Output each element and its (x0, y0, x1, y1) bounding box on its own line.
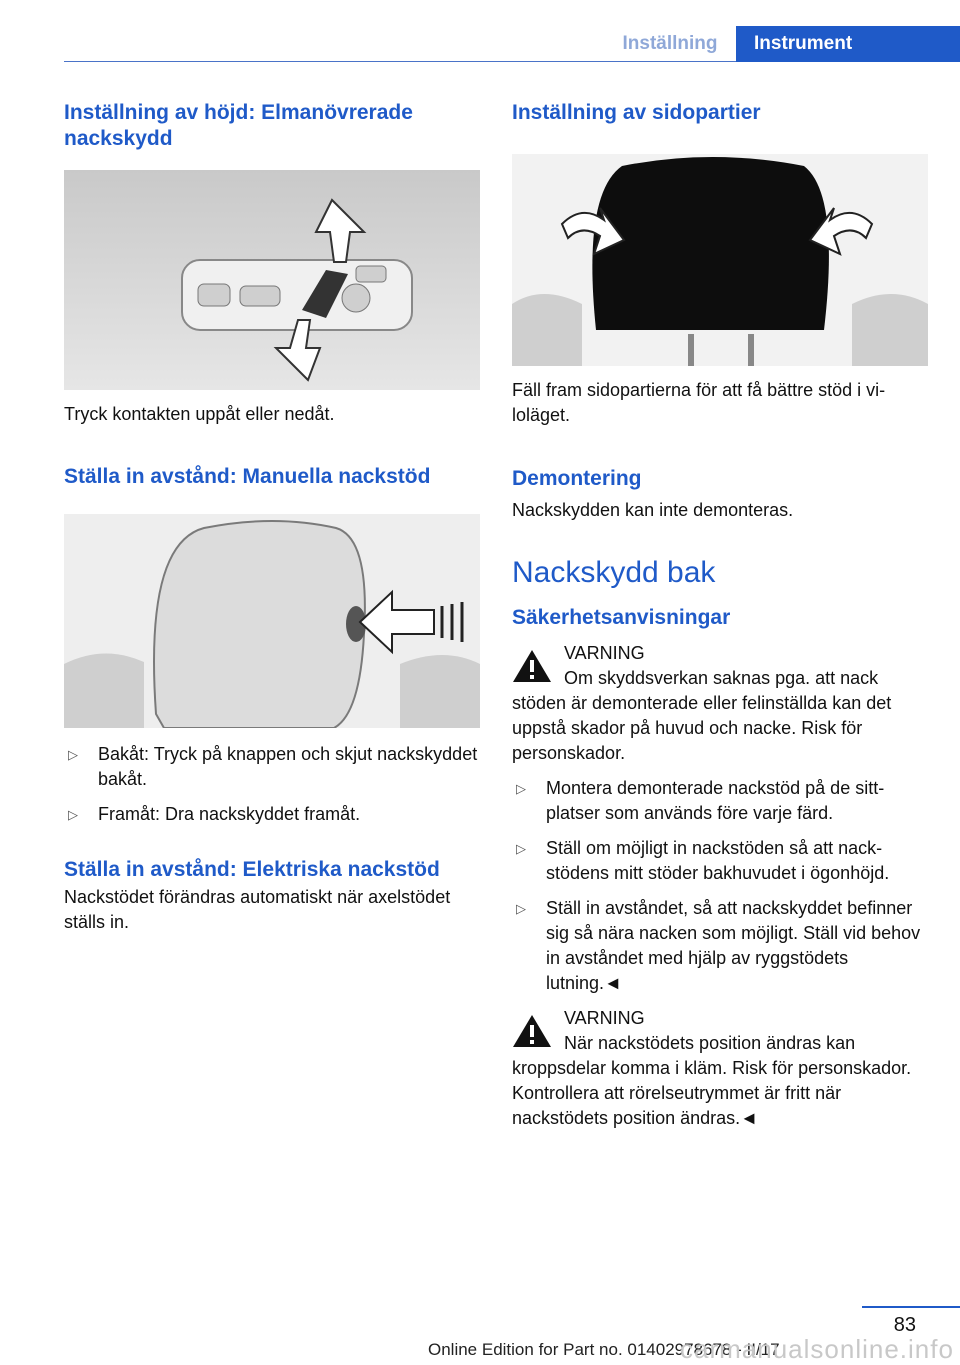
triangle-bullet-icon: ▷ (516, 781, 526, 796)
footer-rule (862, 1306, 960, 1308)
list-item: ▷ Ställ om möjligt in nackstöden så att nackstödens mitt stöder bakhuvudet i ögonhöjd. (516, 838, 890, 883)
triangle-bullet-icon: ▷ (516, 841, 526, 856)
figure-side-wings (512, 154, 928, 366)
list-manual (64, 742, 480, 827)
triangle-bullet-icon: ▷ (516, 901, 526, 916)
tab-instrument[interactable]: Instrument (736, 26, 960, 62)
edition-text: Online Edition for Part no. 01402978678 - II/17 (428, 1340, 780, 1359)
right-column (512, 100, 928, 1131)
warning-text-first: Om skyddsverkan saknas pga. att nack (564, 668, 879, 688)
heading-rear: Nackskydd bak (512, 556, 716, 589)
warning-text: stöden är demonterade eller felinställda kan det uppstå skador på huvud och nacke. Risk för personskador. (512, 693, 892, 763)
list-item: ▷ Bakåt: Tryck på knappen och skjut nackskyddet bakåt. (68, 744, 478, 789)
list-rear (512, 776, 928, 996)
triangle-bullet-icon: ▷ (68, 747, 78, 762)
heading-height: Inställning av höjd: Elmanövrerade nackskydd (64, 101, 413, 150)
text-electric: Nackstödet förändras automatiskt när axelstödet ställs in. (64, 887, 451, 932)
figure-seat-switch (64, 170, 480, 390)
warning-text: kroppsdelar komma i kläm. Risk för personskador. Kontrollera att rörelseutrymmet är fritt när nackstödets position ändras.◄ (512, 1058, 912, 1128)
text-demontering: Nackskydden kan inte demonteras. (512, 500, 794, 520)
list-item: ▷ Montera demonterade nackstöd på de sittplatser som används före varje färd. (516, 778, 885, 823)
warning-label: VARNING (564, 643, 645, 663)
warning-icon (512, 1014, 552, 1048)
warning-2 (512, 1006, 928, 1131)
triangle-bullet-icon: ▷ (68, 807, 78, 822)
warning-1 (512, 641, 928, 766)
heading-side: Inställning av sidopartier (512, 101, 761, 124)
heading-manual: Ställa in avstånd: Manuella nackstöd (64, 465, 431, 488)
text-side: Fäll fram sidopartierna för att få bättre stöd i viloläget. (512, 380, 886, 425)
figure-manual-headrest (64, 514, 480, 728)
heading-electric: Ställa in avstånd: Elektriska nackstöd (64, 858, 440, 881)
page-number: 83 (893, 1314, 916, 1336)
text-height: Tryck kontakten uppåt eller nedåt. (64, 404, 335, 424)
heading-safety: Säkerhetsanvisningar (512, 606, 731, 629)
tab-installning[interactable]: Inställning (622, 33, 718, 54)
left-column (64, 100, 480, 935)
warning-label: VARNING (564, 1008, 645, 1028)
list-item: ▷ Ställ in avståndet, så att nackskyddet befinner sig så nära nacken som möjligt. Ställ vid behov in avståndet med hjälp av ryggstödets lutning.◄ (516, 898, 921, 993)
list-item: ▷ Framåt: Dra nackskyddet framåt. (64, 802, 480, 827)
warning-icon (512, 649, 552, 683)
heading-demontering: Demontering (512, 467, 642, 490)
watermark: carmanualsonline.info (680, 1334, 954, 1364)
warning-text-first: När nackstödets position ändras kan (564, 1033, 856, 1053)
